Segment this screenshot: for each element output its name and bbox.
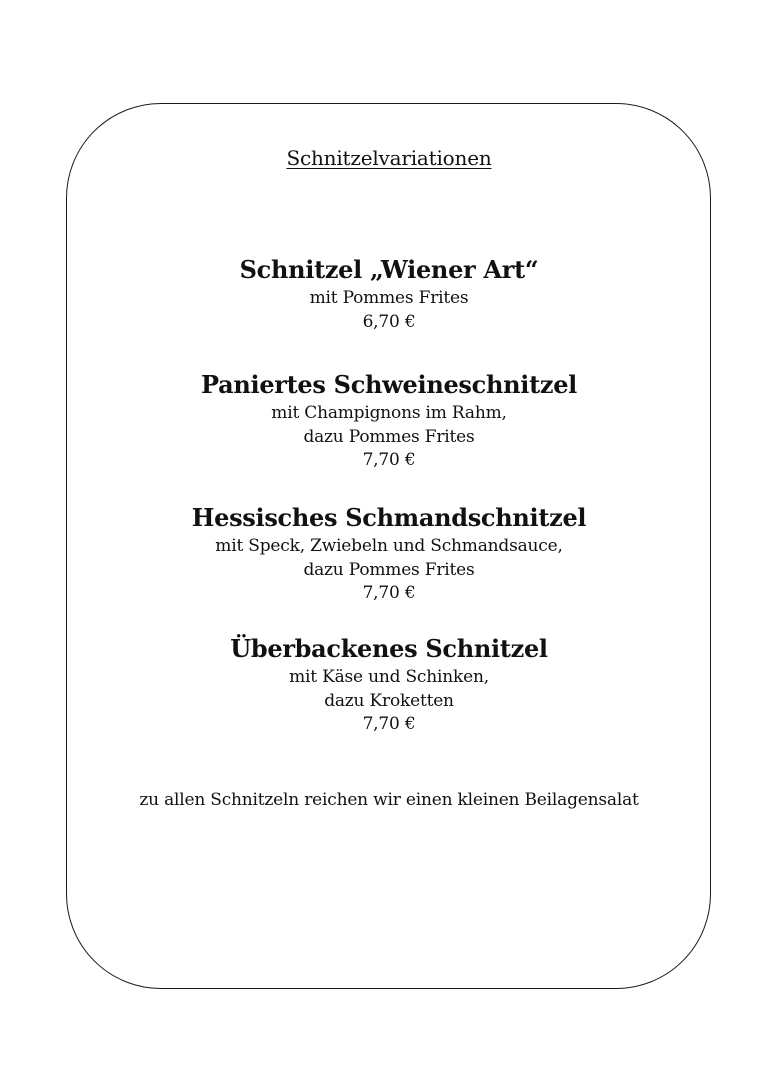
menu-item [0,370,768,473]
dish-description: mit Pommes Frites [309,288,469,308]
dish-name: Hessisches Schmandschnitzel [191,503,587,532]
dish-description: dazu Pommes Frites [303,559,475,580]
dish-price: 7,70 € [362,714,416,734]
dish-description: dazu Pommes Frites [303,426,475,447]
dish-description: mit Speck, Zwiebeln und Schmandsauce, [215,536,563,556]
dish-description: dazu Kroketten [324,690,454,711]
menu-item [0,503,768,606]
dish-price: 7,70 € [362,583,416,603]
dish-name: Paniertes Schweineschnitzel [201,370,577,399]
menu-item [0,634,768,737]
dish-name: Schnitzel „Wiener Art“ [239,255,539,284]
dish-description: mit Champignons im Rahm, [271,403,507,423]
menu-footnote: zu allen Schnitzeln reichen wir einen kleinen Beilagensalat [139,790,639,810]
menu-heading: Schnitzelvariationen [286,146,492,170]
menu-item [0,255,768,334]
dish-price: 6,70 € [362,311,416,332]
dish-name: Überbackenes Schnitzel [230,634,548,663]
dish-description: mit Käse und Schinken, [289,667,489,687]
dish-price: 7,70 € [362,450,416,470]
